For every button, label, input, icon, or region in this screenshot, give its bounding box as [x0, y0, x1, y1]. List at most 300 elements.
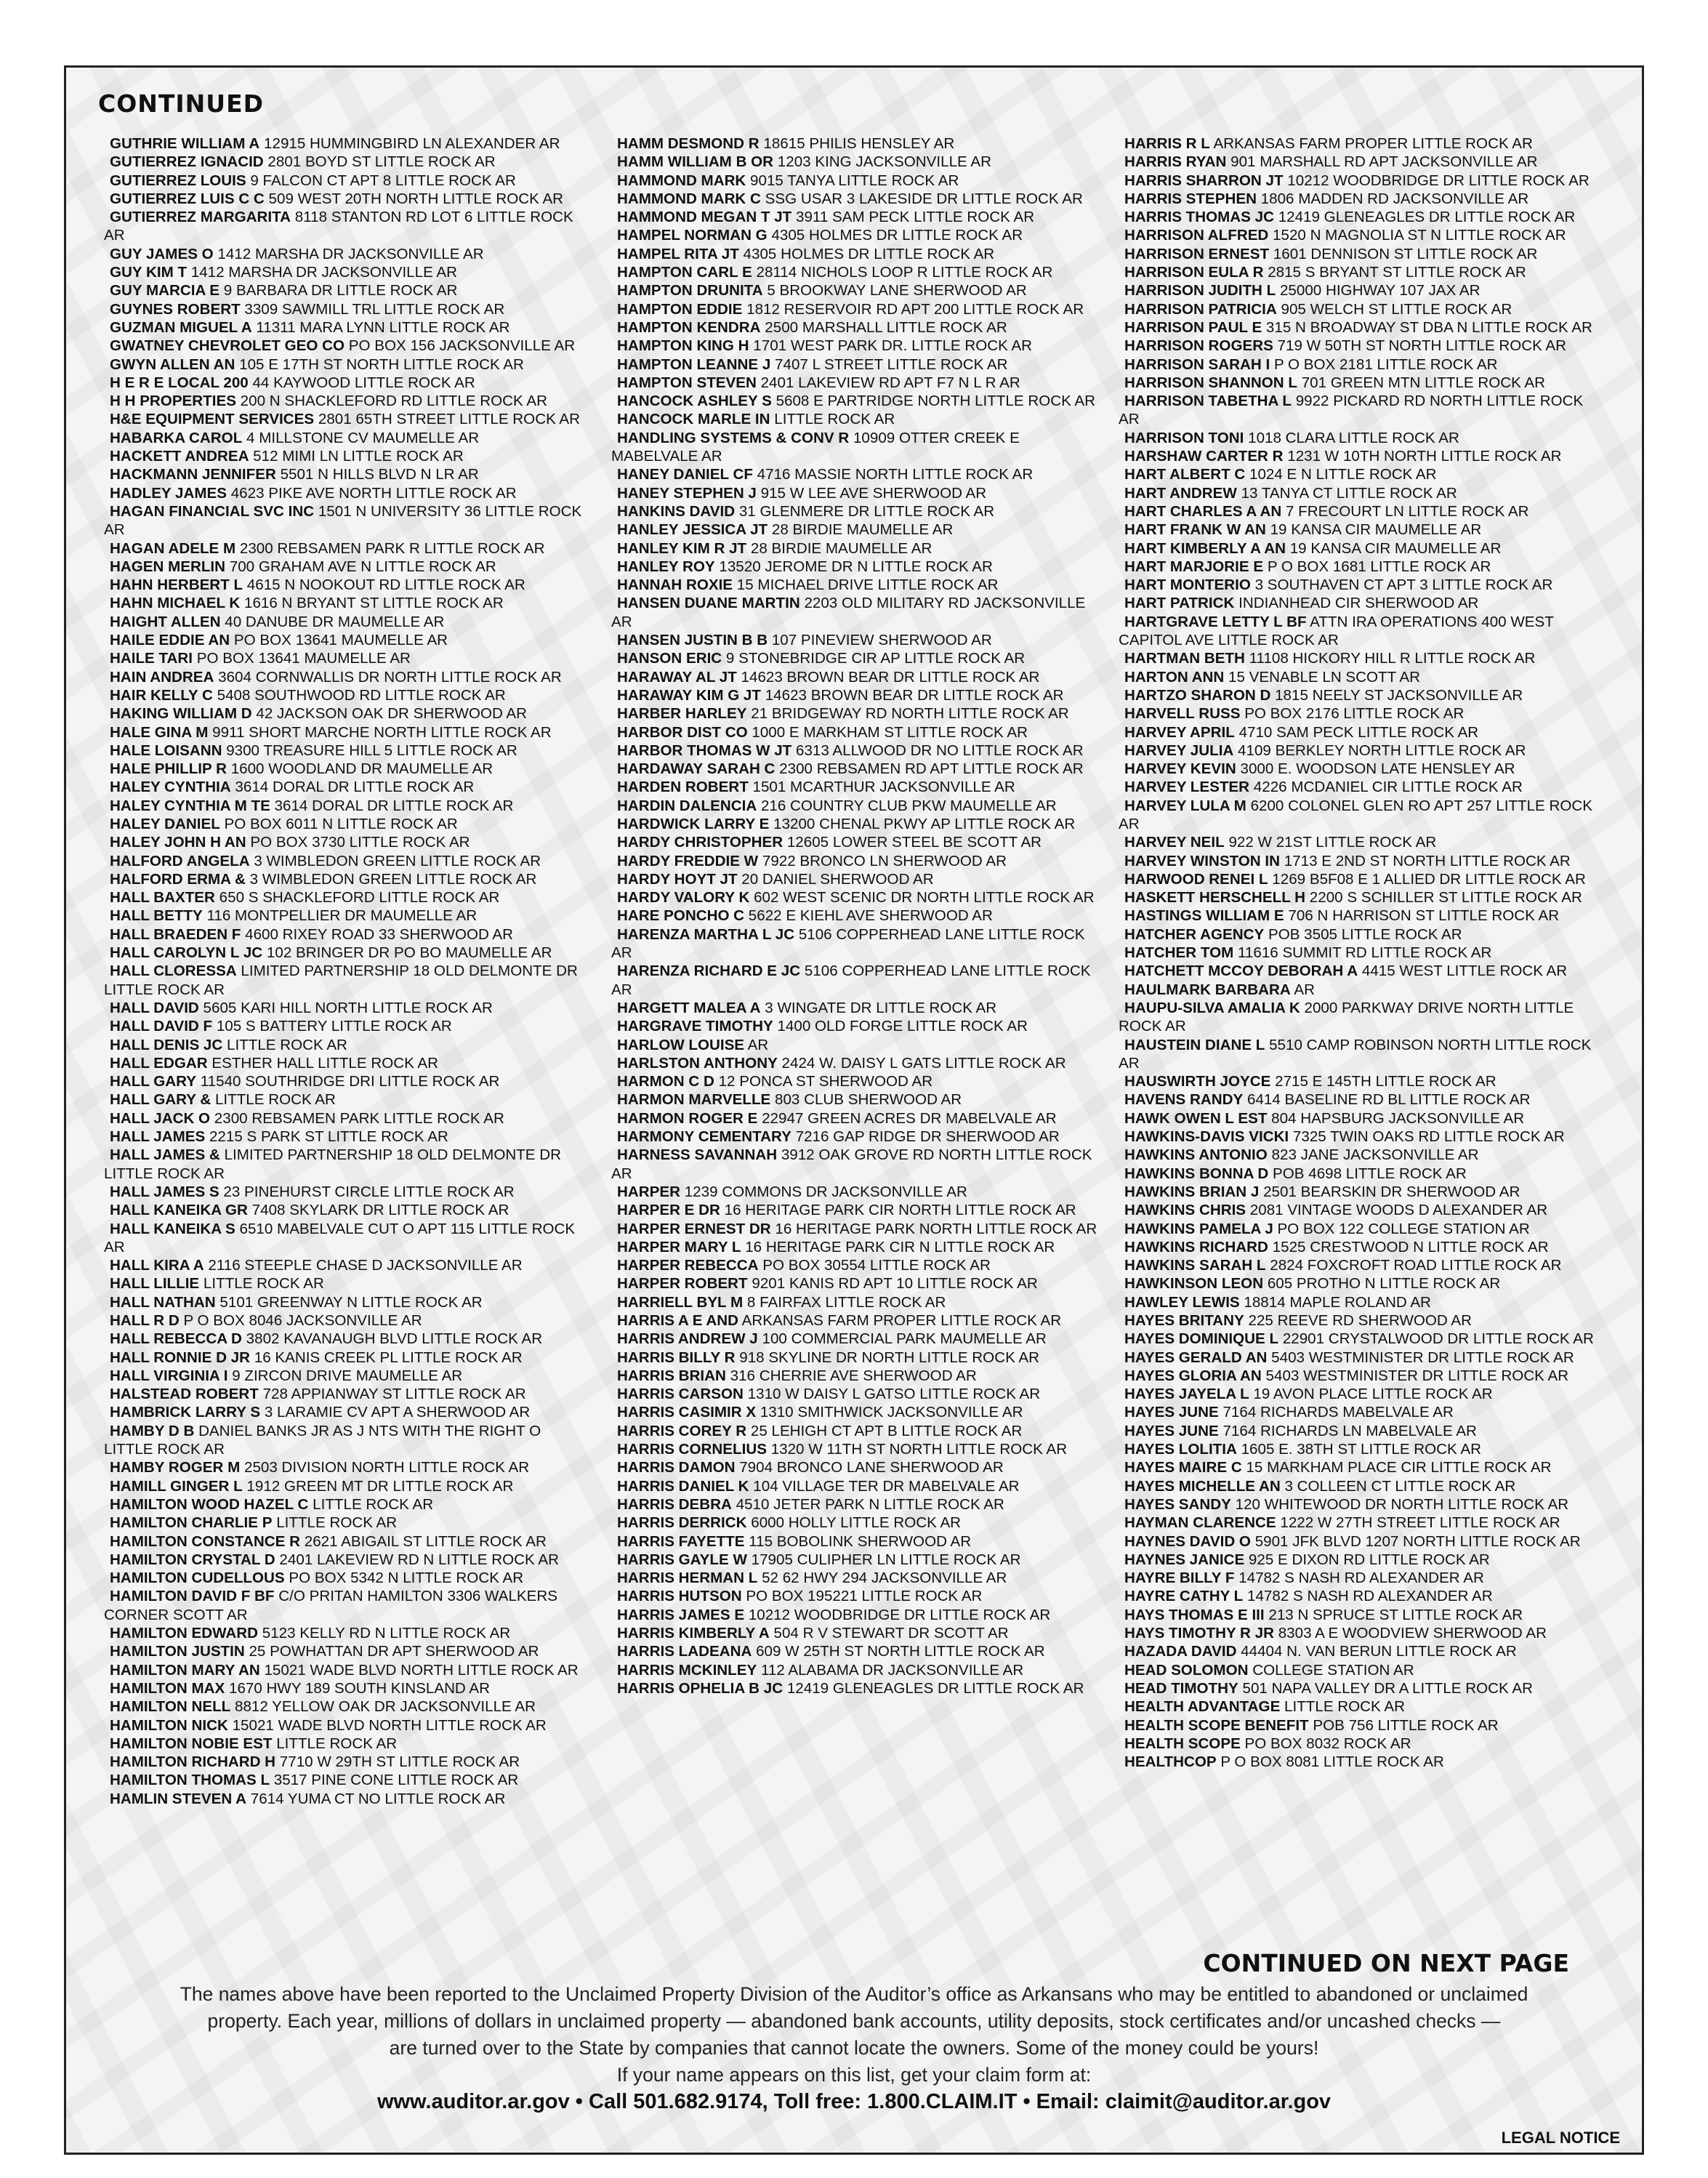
- entry-address: 4615 N NOOKOUT RD LITTLE ROCK AR: [246, 576, 525, 594]
- listing-entry: [611, 1128, 1100, 1146]
- entry-address: SSG USAR 3 LAKESIDE DR LITTLE ROCK AR: [765, 190, 1083, 207]
- entry-address: 15021 WADE BLVD NORTH LITTLE ROCK AR: [264, 1661, 579, 1679]
- listing-entry: [611, 1036, 1100, 1054]
- entry-name: GUY JAMES O: [110, 245, 214, 262]
- entry-name: HAYES GERALD AN: [1124, 1349, 1268, 1366]
- listing-entry: [611, 962, 1100, 999]
- entry-address: 100 COMMERCIAL PARK MAUMELLE AR: [762, 1330, 1047, 1348]
- listing-entry: [611, 1072, 1100, 1090]
- entry-name: HALEY CYNTHIA M TE: [110, 797, 270, 814]
- listing-entry: [1119, 1293, 1607, 1311]
- entry-name: HARRIS DEBRA: [617, 1495, 732, 1513]
- entry-address: 5123 KELLY RD N LITTLE ROCK AR: [262, 1625, 511, 1642]
- listing-entry: [611, 888, 1100, 907]
- entry-name: HARRIS OPHELIA B JC: [617, 1679, 783, 1697]
- entry-name: HARPER: [617, 1183, 680, 1200]
- entry-address: 9 FALCON CT APT 8 LITTLE ROCK AR: [250, 172, 516, 189]
- entry-name: HARRISON EULA R: [1124, 264, 1264, 281]
- entry-address: 1912 GREEN MT DR LITTLE ROCK AR: [246, 1477, 514, 1495]
- column-2: [611, 134, 1100, 1966]
- entry-address: 14623 BROWN BEAR DR LITTLE ROCK AR: [741, 668, 1040, 686]
- entry-address: 2401 LAKEVIEW RD APT F7 N L R AR: [760, 374, 1020, 391]
- notice-text: [95, 1981, 1613, 2089]
- entry-name: HALL KANEIKA S: [110, 1220, 235, 1237]
- entry-address: P O BOX 1681 LITTLE ROCK AR: [1267, 558, 1491, 575]
- entry-address: PO BOX 8032 ROCK AR: [1244, 1735, 1411, 1752]
- listing-entry: [1119, 1220, 1607, 1238]
- entry-name: HARVEY NEIL: [1124, 834, 1225, 851]
- entry-address: 25000 HIGHWAY 107 JAX AR: [1279, 282, 1481, 300]
- listing-entry: [611, 576, 1100, 594]
- entry-address: 9201 KANIS RD APT 10 LITTLE ROCK AR: [752, 1275, 1038, 1293]
- listing-entry: [611, 797, 1100, 815]
- entry-address: 19 KANSA CIR MAUMELLE AR: [1270, 521, 1482, 539]
- entry-address: 1203 KING JACKSONVILLE AR: [777, 153, 991, 171]
- entry-name: HARLOW LOUISE: [617, 1036, 745, 1053]
- entry-address: 1000 E MARKHAM ST LITTLE ROCK AR: [752, 723, 1028, 741]
- listing-entry: [611, 1367, 1100, 1385]
- entry-address: 1670 HWY 189 SOUTH KINSLAND AR: [229, 1679, 491, 1697]
- entry-address: LITTLE ROCK AR: [214, 1091, 336, 1109]
- listing-entry: [1119, 1385, 1607, 1403]
- entry-address: 16 HERITAGE PARK CIR N LITTLE ROCK AR: [745, 1238, 1055, 1255]
- listing-entry: [104, 263, 592, 281]
- entry-name: HEALTH SCOPE BENEFIT: [1124, 1716, 1309, 1734]
- entry-name: HALL BRAEDEN F: [110, 925, 241, 943]
- entry-address: 1222 W 27TH STREET LITTLE ROCK AR: [1280, 1514, 1560, 1532]
- entry-name: HAMPTON EDDIE: [617, 300, 743, 318]
- entry-address: 512 MIMI LN LITTLE ROCK AR: [253, 448, 464, 465]
- listing-entry: [104, 576, 592, 594]
- contact-line: www.auditor.ar.gov • Call 501.682.9174, Toll free: 1.800.CLAIM.IT • Email: claimit@auditor.ar.gov: [376, 2090, 1332, 2113]
- listing-entry: [104, 778, 592, 796]
- listing-entry: [611, 226, 1100, 244]
- listing-entry: [1119, 1128, 1607, 1146]
- entry-name: HARVEY LULA M: [1124, 797, 1246, 814]
- listing-entry: [1119, 760, 1607, 778]
- entry-address: 12915 HUMMINGBIRD LN ALEXANDER AR: [264, 135, 560, 152]
- listing-entry: [611, 1109, 1100, 1128]
- listing-entry: [1119, 668, 1607, 686]
- entry-name: HAMPTON CARL E: [617, 264, 752, 281]
- listing-entry: [611, 1587, 1100, 1605]
- listing-entry: [611, 815, 1100, 833]
- entry-name: HALL JAMES &: [110, 1146, 220, 1164]
- entry-address: 116 MONTPELLIER DR MAUMELLE AR: [206, 907, 478, 925]
- entry-name: HAWKINS BRIAN J: [1124, 1183, 1260, 1200]
- entry-address: 16 HERITAGE PARK NORTH LITTLE ROCK AR: [775, 1220, 1097, 1237]
- entry-name: HARRIS ANDREW J: [617, 1330, 758, 1348]
- entry-name: HARENZA MARTHA L JC: [617, 925, 795, 943]
- entry-address: LITTLE ROCK AR: [276, 1735, 398, 1752]
- entry-name: HALL JAMES S: [110, 1183, 219, 1200]
- listing-entry: [1119, 521, 1607, 539]
- entry-name: HANLEY JESSICA JT: [617, 521, 768, 539]
- entry-address: 925 E DIXON RD LITTLE ROCK AR: [1248, 1551, 1490, 1568]
- entry-name: HARDY FREDDIE W: [617, 852, 759, 869]
- listing-entry: [104, 668, 592, 686]
- entry-address: 200 N SHACKLEFORD RD LITTLE ROCK AR: [240, 393, 547, 410]
- entry-address: 105 E 17TH ST NORTH LITTLE ROCK AR: [239, 355, 524, 373]
- listing-entry: [104, 1128, 592, 1146]
- entry-name: GUTIERREZ LUIS C C: [110, 190, 265, 207]
- entry-name: HAMILL GINGER L: [110, 1477, 243, 1495]
- entry-name: HAMBRICK LARRY S: [110, 1404, 261, 1421]
- entry-address: 9015 TANYA LITTLE ROCK AR: [750, 172, 959, 189]
- listing-entry: [104, 1753, 592, 1771]
- entry-name: H&E EQUIPMENT SERVICES: [110, 411, 315, 428]
- entry-name: HARRIS GAYLE W: [617, 1551, 747, 1568]
- entry-address: 1525 CRESTWOOD N LITTLE ROCK AR: [1272, 1238, 1549, 1255]
- listing-entry: [1119, 1587, 1607, 1605]
- listing-entry: [611, 1054, 1100, 1072]
- listing-entry: [104, 484, 592, 502]
- entry-name: HARRISON JUDITH L: [1124, 282, 1276, 300]
- listing-entry: [1119, 226, 1607, 244]
- entry-name: HAMMOND MARK: [617, 172, 746, 189]
- entry-name: HALSTEAD ROBERT: [110, 1386, 259, 1403]
- entry-name: HAMILTON EDWARD: [110, 1625, 259, 1642]
- entry-address: 4305 HOLMES DR LITTLE ROCK AR: [771, 227, 1023, 244]
- listing-entry: [611, 1569, 1100, 1587]
- listing-entry: [611, 1311, 1100, 1330]
- listing-entry: [611, 208, 1100, 226]
- listing-entry: [104, 1642, 592, 1660]
- entry-address: 10212 WOODBRIDGE DR LITTLE ROCK AR: [748, 1606, 1051, 1623]
- entry-name: HAKING WILLIAM D: [110, 705, 252, 723]
- entry-address: 7 FRECOURT LN LITTLE ROCK AR: [1285, 502, 1529, 520]
- listing-entry: [611, 1514, 1100, 1532]
- listing-entry: [1119, 1311, 1607, 1330]
- listing-entry: [611, 1293, 1100, 1311]
- entry-address: 28 BIRDIE MAUMELLE AR: [750, 539, 932, 557]
- listing-entry: [1119, 778, 1607, 796]
- entry-address: 7904 BRONCO LANE SHERWOOD AR: [739, 1459, 1004, 1476]
- entry-name: HART MARJORIE E: [1124, 558, 1264, 575]
- entry-name: HARRIS MCKINLEY: [617, 1661, 757, 1679]
- listing-entry: [104, 410, 592, 428]
- listing-entry: [104, 208, 592, 245]
- entry-address: PO BOX 6011 N LITTLE ROCK AR: [224, 815, 458, 832]
- listing-entry: [104, 1716, 592, 1735]
- entry-address: 922 W 21ST LITTLE ROCK AR: [1228, 834, 1437, 851]
- listing-entry: [104, 355, 592, 374]
- entry-address: 19 KANSA CIR MAUMELLE AR: [1289, 539, 1502, 557]
- listing-entry: [1119, 925, 1607, 944]
- listing-entry: [611, 521, 1100, 539]
- entry-address: 13200 CHENAL PKWY AP LITTLE ROCK AR: [773, 815, 1076, 832]
- entry-name: HARENZA RICHARD E JC: [617, 963, 801, 980]
- entry-address: 3911 SAM PECK LITTLE ROCK AR: [795, 209, 1035, 226]
- entry-address: 9 ZIRCON DRIVE MAUMELLE AR: [232, 1367, 463, 1384]
- listing-entry: [611, 631, 1100, 649]
- listing-entry: [611, 245, 1100, 263]
- entry-address: POB 3505 LITTLE ROCK AR: [1268, 925, 1462, 943]
- listing-entry: [611, 1090, 1100, 1109]
- entry-name: HARRIS A E AND: [617, 1312, 739, 1329]
- entry-name: HARPER ROBERT: [617, 1275, 748, 1293]
- listing-entry: [1119, 281, 1607, 300]
- entry-name: HAMILTON NELL: [110, 1698, 231, 1716]
- entry-name: HARRIS DERRICK: [617, 1514, 747, 1532]
- entry-address: 10212 WOODBRIDGE DR LITTLE ROCK AR: [1287, 172, 1590, 189]
- listing-entry: [1119, 355, 1607, 374]
- entry-name: HARRIS DANIEL K: [617, 1477, 749, 1495]
- entry-address: 1320 W 11TH ST NORTH LITTLE ROCK AR: [770, 1441, 1068, 1458]
- entry-address: 4710 SAM PECK LITTLE ROCK AR: [1238, 723, 1479, 741]
- entry-address: 3 WIMBLEDON GREEN LITTLE ROCK AR: [249, 870, 537, 888]
- listing-entry: [1119, 1330, 1607, 1348]
- legal-notice-label: LEGAL NOTICE: [1501, 2129, 1620, 2147]
- entry-address: 31 GLENMERE DR LITTLE ROCK AR: [738, 502, 995, 520]
- entry-address: 316 CHERRIE AVE SHERWOOD AR: [730, 1367, 977, 1384]
- entry-name: HAYES JUNE: [1124, 1404, 1219, 1421]
- entry-address: 3614 DORAL DR LITTLE ROCK AR: [235, 779, 475, 796]
- entry-name: H E R E LOCAL 200: [110, 374, 249, 391]
- entry-address: 901 MARSHALL RD APT JACKSONVILLE AR: [1230, 153, 1538, 171]
- entry-address: 12419 GLENEAGLES DR LITTLE ROCK AR: [1278, 209, 1576, 226]
- listing-entry: [104, 1551, 592, 1569]
- listing-entry: [1119, 870, 1607, 888]
- entry-address: 7922 BRONCO LN SHERWOOD AR: [762, 852, 1007, 869]
- listing-entry: [1119, 1661, 1607, 1679]
- entry-address: 1501 N UNIVERSITY 36 LITTLE ROCK AR: [104, 502, 582, 539]
- listing-entry: [611, 760, 1100, 778]
- listing-entry: [104, 1146, 592, 1183]
- entry-name: GUTIERREZ LOUIS: [110, 172, 246, 189]
- entry-address: 213 N SPRUCE ST LITTLE ROCK AR: [1268, 1606, 1523, 1623]
- entry-address: PO BOX 2176 LITTLE ROCK AR: [1244, 705, 1465, 723]
- entry-address: LIMITED PARTNERSHIP 18 OLD DELMONTE DR LITTLE ROCK AR: [104, 1146, 562, 1182]
- entry-address: 1024 E N LITTLE ROCK AR: [1249, 466, 1437, 483]
- entry-address: 2000 PARKWAY DRIVE NORTH LITTLE ROCK AR: [1119, 999, 1574, 1035]
- listing-entry: [104, 1679, 592, 1697]
- entry-name: HAHN MICHAEL K: [110, 595, 241, 612]
- listing-entry: [611, 1403, 1100, 1421]
- listing-entry: [104, 374, 592, 392]
- entry-address: 7164 RICHARDS LN MABELVALE AR: [1222, 1422, 1477, 1439]
- listing-entry: [611, 1458, 1100, 1476]
- entry-name: HAYNES DAVID O: [1124, 1532, 1251, 1550]
- entry-name: HATCHER TOM: [1124, 944, 1234, 962]
- entry-address: 2300 REBSAMEN RD APT LITTLE ROCK AR: [779, 760, 1084, 778]
- listing-entry: [104, 1256, 592, 1274]
- listing-entry: [104, 1624, 592, 1642]
- entry-name: HARRIS R L: [1124, 135, 1210, 152]
- listing-entry: [611, 263, 1100, 281]
- entry-name: HAMILTON CHARLIE P: [110, 1514, 273, 1532]
- entry-address: 609 W 25TH ST NORTH LITTLE ROCK AR: [756, 1643, 1045, 1660]
- entry-address: 605 PROTHO N LITTLE ROCK AR: [1267, 1275, 1501, 1293]
- entry-address: 1616 N BRYANT ST LITTLE ROCK AR: [243, 595, 504, 612]
- entry-address: 2824 FOXCROFT ROAD LITTLE ROCK AR: [1270, 1257, 1562, 1274]
- entry-address: 501 NAPA VALLEY DR A LITTLE ROCK AR: [1242, 1679, 1533, 1697]
- notice-line: The names above have been reported to the Unclaimed Property Division of the Auditor’s office as Arkansans who may be entitled to abandoned or unclaimed: [180, 1983, 1528, 2005]
- listing-entry: [611, 649, 1100, 667]
- listing-entry: [104, 852, 592, 870]
- listing-entry: [1119, 1146, 1607, 1164]
- listing-entry: [104, 465, 592, 483]
- listing-entry: [1119, 1642, 1607, 1660]
- entry-address: 13 TANYA CT LITTLE ROCK AR: [1241, 484, 1457, 502]
- entry-name: HASTINGS WILLIAM E: [1124, 907, 1284, 925]
- entry-name: HAMPEL NORMAN G: [617, 227, 768, 244]
- listing-entry: [611, 1349, 1100, 1367]
- entry-address: PO BOX 195221 LITTLE ROCK AR: [746, 1588, 983, 1605]
- entry-address: 22947 GREEN ACRES DR MABELVALE AR: [762, 1109, 1057, 1127]
- entry-address: 5501 N HILLS BLVD N LR AR: [280, 466, 479, 483]
- listing-entry: [104, 134, 592, 153]
- entry-name: HALL DENIS JC: [110, 1036, 223, 1053]
- entry-name: HARBOR DIST CO: [617, 723, 748, 741]
- entry-name: HARDEN ROBERT: [617, 779, 749, 796]
- listing-entry: [104, 1422, 592, 1459]
- entry-name: HAYRE CATHY L: [1124, 1588, 1244, 1605]
- entry-address: DANIEL BANKS JR AS J NTS WITH THE RIGHT O LITTLE ROCK AR: [104, 1422, 541, 1458]
- entry-address: 42 JACKSON OAK DR SHERWOOD AR: [256, 705, 528, 723]
- listing-entry: [611, 1551, 1100, 1569]
- listing-entry: [611, 337, 1100, 355]
- listing-entry: [611, 668, 1100, 686]
- listing-entry: [104, 1220, 592, 1257]
- entry-address: 3 WIMBLEDON GREEN LITTLE ROCK AR: [254, 852, 541, 869]
- entry-name: HAMILTON THOMAS L: [110, 1772, 270, 1789]
- listing-entry: [104, 502, 592, 539]
- entry-address: 25 POWHATTAN DR APT SHERWOOD AR: [249, 1643, 539, 1660]
- listing-entry: [104, 1587, 592, 1624]
- listing-entry: [611, 999, 1100, 1017]
- listing-entry: [1119, 852, 1607, 870]
- entry-address: 16 HERITAGE PARK CIR NORTH LITTLE ROCK AR: [724, 1202, 1076, 1219]
- listing-entry: [611, 778, 1100, 796]
- entry-name: HARGETT MALEA A: [617, 999, 761, 1016]
- entry-address: 9911 SHORT MARCHE NORTH LITTLE ROCK AR: [212, 723, 552, 741]
- listing-entry: [1119, 888, 1607, 907]
- entry-name: HARRISON TABETHA L: [1124, 393, 1292, 410]
- entry-name: HAWKINS CHRIS: [1124, 1202, 1246, 1219]
- listing-entry: [611, 1201, 1100, 1219]
- listing-entry: [104, 172, 592, 190]
- listing-entry: [1119, 1697, 1607, 1716]
- entry-name: HARMONY CEMENTARY: [617, 1128, 791, 1146]
- listing-entry: [1119, 1349, 1607, 1367]
- entry-address: 5605 KARI HILL NORTH LITTLE ROCK AR: [203, 999, 493, 1016]
- entry-name: HARDY VALORY K: [617, 889, 750, 907]
- listing-entry: [104, 1385, 592, 1403]
- entry-address: 8303 A E WOODVIEW SHERWOOD AR: [1278, 1625, 1547, 1642]
- entry-address: 1412 MARSHA DR JACKSONVILLE AR: [190, 264, 458, 281]
- listing-entry: [1119, 374, 1607, 392]
- entry-address: PO BOX 122 COLLEGE STATION AR: [1277, 1220, 1530, 1237]
- entry-name: HARRISON SARAH I: [1124, 355, 1270, 373]
- entry-name: HANEY DANIEL CF: [617, 466, 753, 483]
- listing-entry: [1119, 981, 1607, 999]
- listing-entry: [1119, 153, 1607, 171]
- listing-entry: [1119, 465, 1607, 483]
- entry-name: GUYNES ROBERT: [110, 300, 241, 318]
- entry-name: HAMILTON CRYSTAL D: [110, 1551, 275, 1568]
- entry-name: HAMILTON MARY AN: [110, 1661, 260, 1679]
- listing-entry: [1119, 1606, 1607, 1624]
- entry-address: 504 R V STEWART DR SCOTT AR: [773, 1625, 1009, 1642]
- entry-name: HAYES JAYELA L: [1124, 1386, 1249, 1403]
- listing-entry: [611, 134, 1100, 153]
- entry-address: 216 COUNTRY CLUB PKW MAUMELLE AR: [760, 797, 1057, 814]
- listing-entry: [104, 558, 592, 576]
- listing-entry: [611, 1274, 1100, 1293]
- entry-name: GWATNEY CHEVROLET GEO CO: [110, 337, 345, 355]
- listing-entry: [1119, 1367, 1607, 1385]
- listing-entry: [104, 1771, 592, 1789]
- entry-address: 823 JANE JACKSONVILLE AR: [1271, 1146, 1479, 1164]
- entry-name: HALFORD ERMA &: [110, 870, 246, 888]
- listing-entry: [104, 944, 592, 962]
- entry-name: HANKINS DAVID: [617, 502, 736, 520]
- entry-address: 2815 S BRYANT ST LITTLE ROCK AR: [1268, 264, 1526, 281]
- listing-entry: [1119, 944, 1607, 962]
- listing-entry: [104, 888, 592, 907]
- listing-entry: [104, 1349, 592, 1367]
- entry-name: HARVEY APRIL: [1124, 723, 1235, 741]
- listing-entry: [1119, 797, 1607, 834]
- entry-address: LIMITED PARTNERSHIP 18 OLD DELMONTE DR LITTLE ROCK AR: [104, 963, 578, 998]
- listing-entry: [104, 704, 592, 723]
- entry-name: HAWLEY LEWIS: [1124, 1293, 1240, 1311]
- entry-address: 17905 CULIPHER LN LITTLE ROCK AR: [751, 1551, 1021, 1568]
- listing-entry: [104, 1201, 592, 1219]
- listing-entry: [1119, 1165, 1607, 1183]
- entry-name: HALL KANEIKA GR: [110, 1202, 248, 1219]
- entry-name: HARRIS JAMES E: [617, 1606, 745, 1623]
- entry-name: HALL JACK O: [110, 1109, 211, 1127]
- entry-address: 2081 VINTAGE WOODS D ALEXANDER AR: [1249, 1202, 1548, 1219]
- entry-name: HEALTH SCOPE: [1124, 1735, 1241, 1752]
- entry-name: HARRISON TONI: [1124, 429, 1244, 446]
- entry-name: HAMPTON STEVEN: [617, 374, 757, 391]
- entry-address: 12 PONCA ST SHERWOOD AR: [718, 1073, 933, 1090]
- listing-entry: [611, 833, 1100, 851]
- entry-address: 1605 E. 38TH ST LITTLE ROCK AR: [1241, 1441, 1481, 1458]
- entry-name: HAWKINS ANTONIO: [1124, 1146, 1268, 1164]
- listing-entry: [104, 1183, 592, 1201]
- entry-name: HAGEN MERLIN: [110, 558, 226, 575]
- listing-entry: [611, 723, 1100, 742]
- entry-name: HARVEY WINSTON IN: [1124, 852, 1280, 869]
- entry-name: HARRIS COREY R: [617, 1422, 747, 1439]
- entry-name: HANEY STEPHEN J: [617, 484, 757, 502]
- listing-entry: [104, 1090, 592, 1109]
- entry-address: 12419 GLENEAGLES DR LITTLE ROCK AR: [786, 1679, 1084, 1697]
- listing-entry: [1119, 1495, 1607, 1514]
- entry-name: HAWKINS RICHARD: [1124, 1238, 1268, 1255]
- entry-name: HARRISON SHANNON L: [1124, 374, 1297, 391]
- listing-entry: [1119, 1514, 1607, 1532]
- listing-entry: [1119, 1569, 1607, 1587]
- entry-name: HEAD SOLOMON: [1124, 1661, 1249, 1679]
- entry-address: P O BOX 2181 LITTLE ROCK AR: [1273, 355, 1498, 373]
- listing-entry: [104, 1532, 592, 1551]
- listing-entry: [104, 337, 592, 355]
- entry-address: PO BOX 13641 MAUMELLE AR: [233, 632, 448, 649]
- entry-address: 13520 JEROME DR N LITTLE ROCK AR: [719, 558, 993, 575]
- entry-name: HALL RONNIE D JR: [110, 1349, 250, 1366]
- entry-name: HANNAH ROXIE: [617, 576, 733, 594]
- entry-address: 115 BOBOLINK SHERWOOD AR: [749, 1532, 972, 1550]
- entry-name: HAMPEL RITA JT: [617, 245, 739, 262]
- entry-name: HATCHER AGENCY: [1124, 925, 1265, 943]
- entry-address: LITTLE ROCK AR: [226, 1036, 347, 1053]
- entry-name: HAILE EDDIE AN: [110, 632, 230, 649]
